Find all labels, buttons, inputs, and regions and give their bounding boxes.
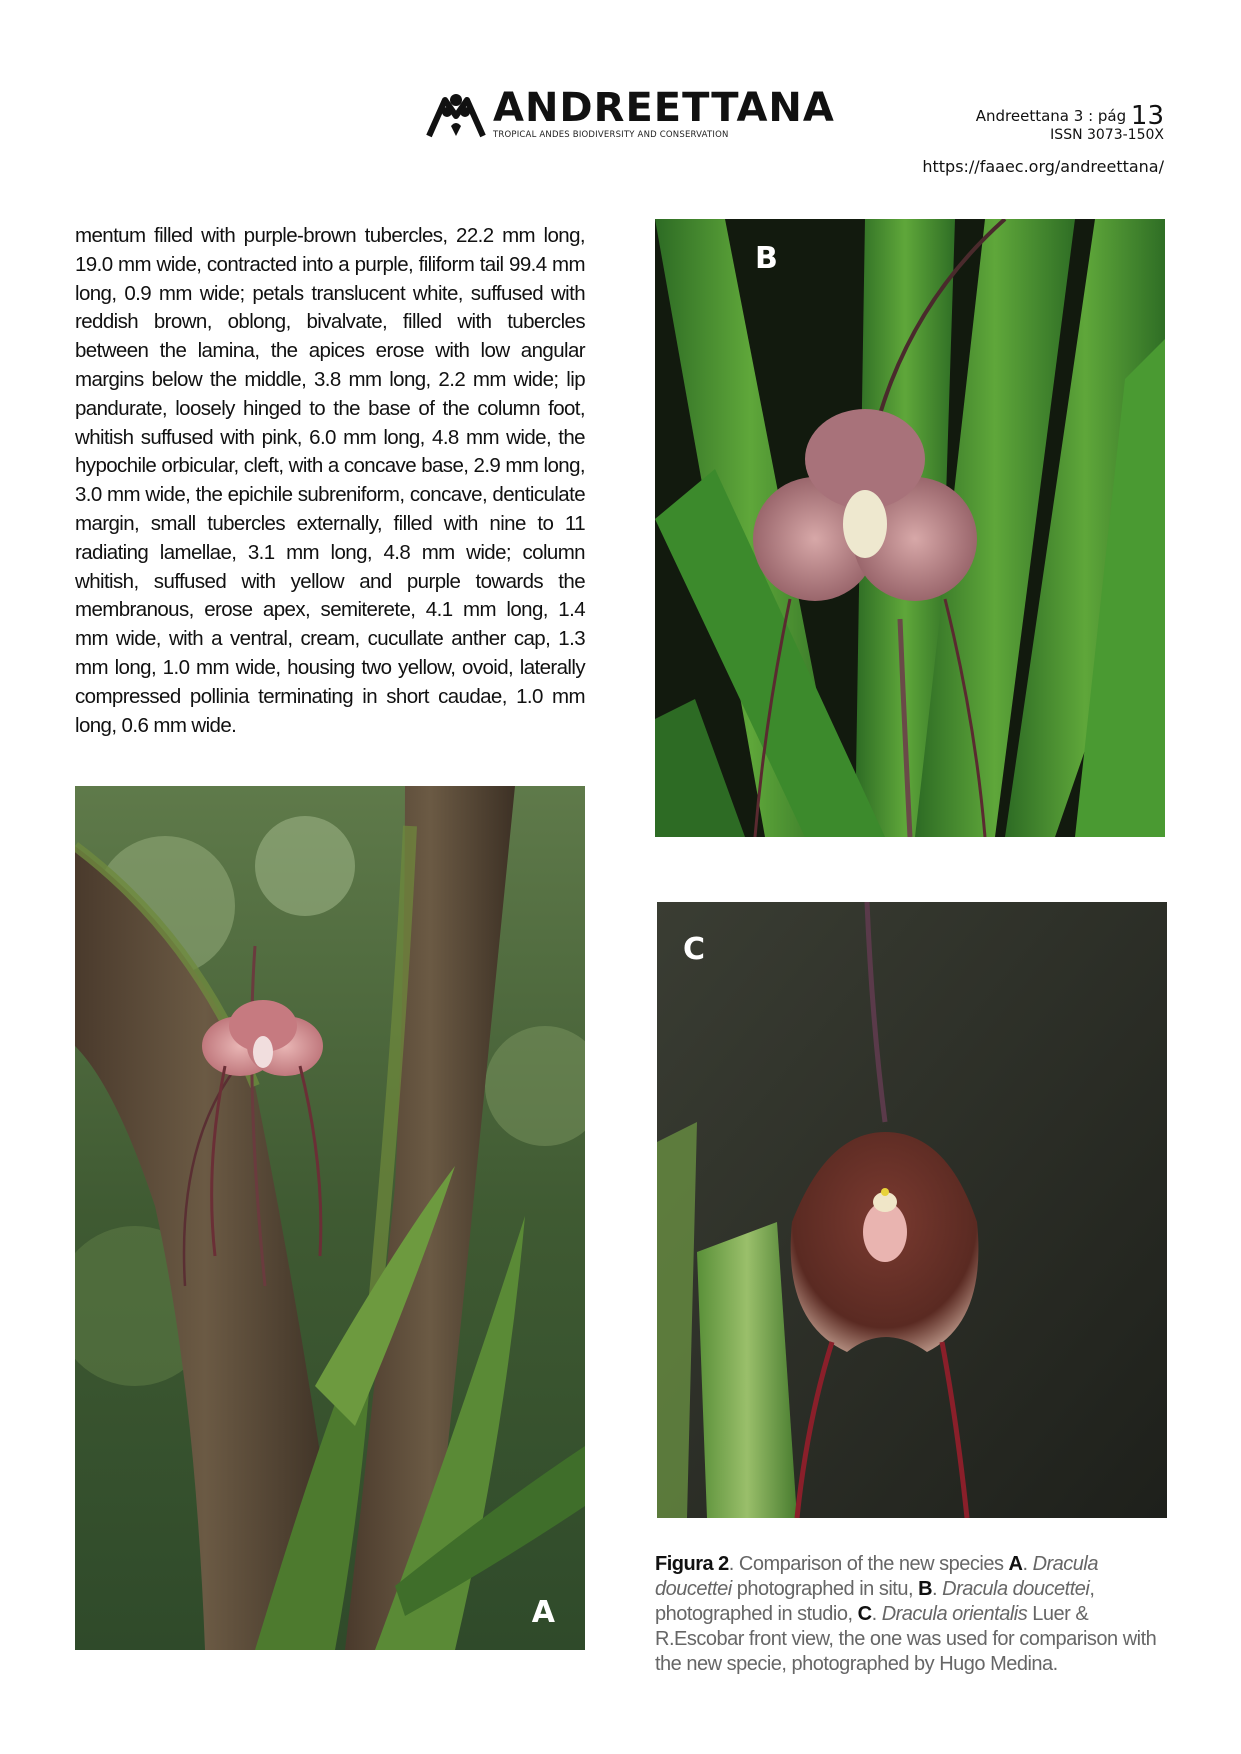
panel-label-c: C [683,932,706,967]
page-number: 13 [1130,101,1164,131]
caption-text: . Comparison of the new species [728,1553,1009,1575]
journal-logo [425,86,835,142]
caption-label-a: A [1008,1553,1023,1575]
caption-species-b: Dracula doucettei [942,1578,1090,1600]
journal-title: ANDREETTANA [493,85,835,131]
caption-text: . [932,1578,943,1600]
caption-text: Luer & R.Escobar front view, the one was used for comparison with the new specie, photographed by Hugo Medina. [655,1603,1157,1675]
page-label: Andreettana 3 : pág [975,107,1127,125]
page-meta [922,101,1164,176]
caption-text: , photographed in studio, [655,1578,1095,1625]
caption-label-b: B [918,1578,933,1600]
photo-a [75,786,585,1650]
caption-figure-label: Figura 2 [655,1553,729,1575]
panel-label-a: A [531,1595,555,1630]
photo-c [657,902,1167,1518]
caption-text: . [871,1603,882,1625]
caption-text: photographed in situ, [731,1578,919,1600]
figure-caption [655,1552,1167,1677]
photo-b [655,219,1165,837]
journal-subtitle: TROPICAL ANDES BIODIVERSITY AND CONSERVATION [493,130,729,140]
orchid-logo-icon [425,86,487,142]
caption-species-a: Dracula doucettei [655,1553,1098,1600]
panel-label-b: B [755,241,778,276]
caption-species-c: Dracula orientalis [881,1603,1028,1625]
body-paragraph: mentum filled with purple-brown tubercles, 22.2 mm long, 19.0 mm wide, contracted into a purple, filiform tail 99.4 mm long, 0.9 mm wide; petals translucent white, suffused with reddish brown, oblong, bivalvate, filled with tubercles between the lamina, the apices erose with low angular margins below the middle, 3.8 mm long, 2.2 mm wide; lip pandurate, loosely hinged to the base of the column foot, whitish suffused with pink, 6.0 mm long, 4.8 mm wide, the hypochile orbicular, cleft, with a concave base, 2.9 mm long, 3.0 mm wide, the epichile subreniform, concave, denticulate margin, small tubercles externally, filled with nine to 11 radiating lamellae, 3.1 mm long, 4.8 mm wide; column whitish, suffused with yellow and purple towards the membranous, erose apex, semiterete, 4.1 mm long, 1.4 mm wide, with a ventral, cream, cucullate anther cap, 1.3 mm long, 1.0 mm wide, housing two yellow, ovoid, laterally compressed pollinia terminating in short caudae, 1.0 mm long, 0.6 mm wide. [75,224,585,737]
caption-text: . [1022,1553,1033,1575]
issn: ISSN 3073-150X [1050,127,1164,143]
caption-label-c: C [857,1603,872,1625]
journal-url[interactable]: https://faaec.org/andreettana/ [922,157,1164,176]
